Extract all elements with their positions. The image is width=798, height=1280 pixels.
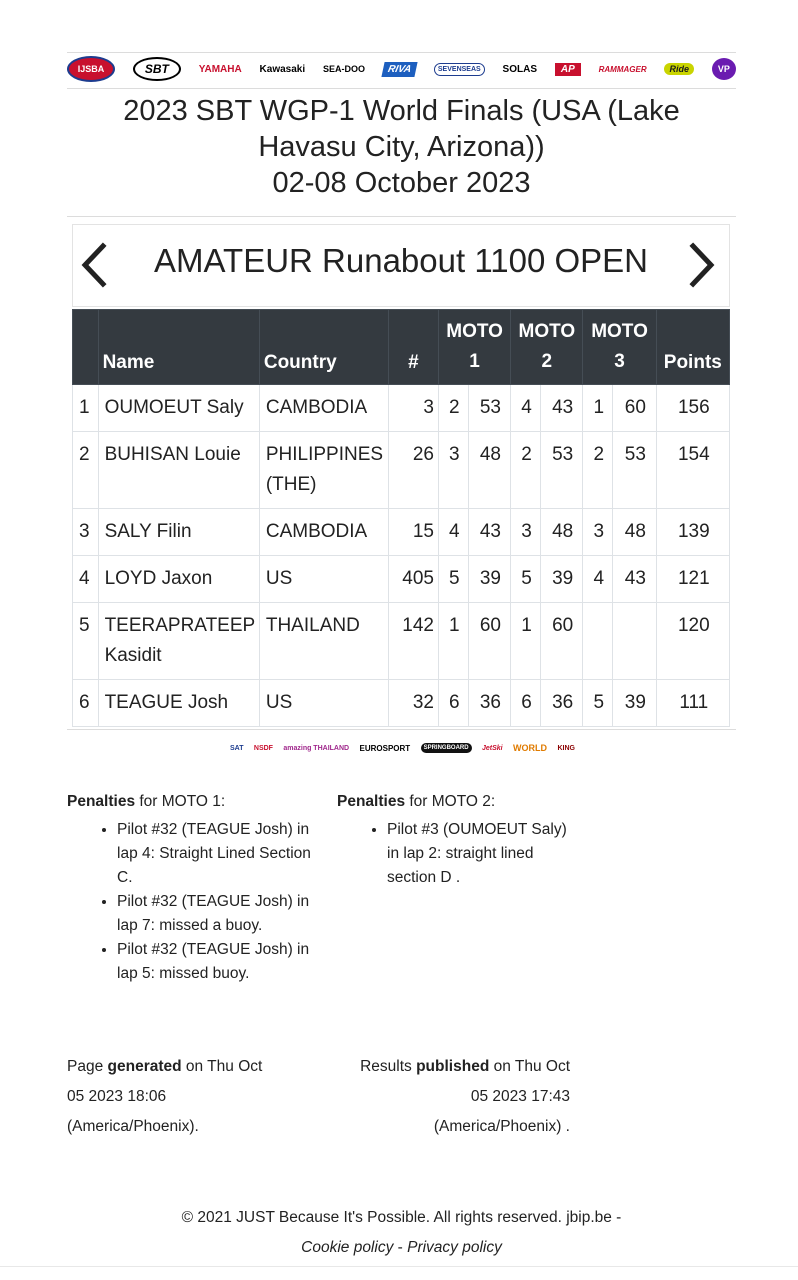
header-moto2-number: 2 bbox=[541, 351, 553, 372]
penalties-moto1-heading bbox=[67, 790, 327, 814]
table-header-row bbox=[73, 310, 730, 385]
generated-line1 bbox=[67, 1052, 327, 1082]
cell-moto2-score: 60 bbox=[540, 603, 583, 680]
title-divider bbox=[67, 216, 736, 217]
cell-moto1-score: 60 bbox=[468, 603, 511, 680]
header-moto1-number: 1 bbox=[469, 351, 480, 372]
table-row bbox=[73, 385, 730, 432]
cell-moto1-position: 5 bbox=[438, 556, 468, 603]
cell-position: 3 bbox=[73, 509, 99, 556]
cell-country: US bbox=[259, 556, 388, 603]
table-row bbox=[73, 680, 730, 727]
partner-logo-king: KING bbox=[557, 744, 575, 752]
generated-timezone: (America/Phoenix). bbox=[67, 1118, 199, 1135]
cell-number: 405 bbox=[388, 556, 438, 603]
cell-country: PHILIPPINES (THE) bbox=[259, 432, 388, 509]
cell-name: BUHISAN Louie bbox=[98, 432, 259, 509]
cell-points: 139 bbox=[656, 509, 729, 556]
chevron-right-icon[interactable] bbox=[679, 242, 719, 288]
penalties-moto1 bbox=[67, 790, 327, 986]
partner-logo-amazing-thailand: amazing THAILAND bbox=[283, 744, 350, 752]
published-timezone: (America/Phoenix) . bbox=[433, 1118, 570, 1135]
event-title-line1: 2023 SBT WGP-1 World Finals (USA (Lake bbox=[123, 95, 680, 127]
table-row bbox=[73, 603, 730, 680]
cell-number: 15 bbox=[388, 509, 438, 556]
cell-moto2-position: 6 bbox=[511, 680, 541, 727]
cell-moto1-position: 4 bbox=[438, 509, 468, 556]
sponsor-logo-yamaha: YAMAHA bbox=[198, 63, 242, 75]
cell-country: THAILAND bbox=[259, 603, 388, 680]
cell-points: 154 bbox=[656, 432, 729, 509]
sponsor-logo-ijsba: IJSBA bbox=[67, 56, 115, 82]
footer-copyright: © 2021 JUST Because It's Possible. All rights reserved. jbip.be - bbox=[181, 1209, 622, 1226]
generated-date: 05 2023 18:06 bbox=[67, 1088, 167, 1105]
header-name: Name bbox=[98, 310, 259, 385]
cell-position: 5 bbox=[73, 603, 99, 680]
cell-number: 26 bbox=[388, 432, 438, 509]
cell-points: 111 bbox=[656, 680, 729, 727]
sponsor-logo-riva: RIVA bbox=[381, 62, 417, 77]
cell-moto3-position: 4 bbox=[583, 556, 613, 603]
header-moto1 bbox=[438, 310, 510, 385]
header-number: # bbox=[388, 310, 438, 385]
penalty-item: • Pilot #32 (TEAGUE Josh) in lap 4: Straight Lined Section C. bbox=[117, 818, 327, 890]
cell-moto1-position: 6 bbox=[438, 680, 468, 727]
penalties-label: Penalties bbox=[67, 793, 136, 810]
published-bold: published bbox=[416, 1058, 490, 1075]
cell-points: 121 bbox=[656, 556, 729, 603]
header-position bbox=[73, 310, 99, 385]
cell-country: US bbox=[259, 680, 388, 727]
cell-moto2-position: 3 bbox=[511, 509, 541, 556]
penalty-item: • Pilot #3 (OUMOEUT Saly) in lap 2: straight lined section D . bbox=[387, 818, 577, 890]
cell-points: 156 bbox=[656, 385, 729, 432]
table-row bbox=[73, 432, 730, 509]
table-row bbox=[73, 509, 730, 556]
sponsor-logo-rammager: RAMMAGER bbox=[598, 64, 647, 74]
published-date: 05 2023 17:43 bbox=[470, 1088, 570, 1105]
bottom-divider bbox=[0, 1266, 798, 1267]
generated-pre: Page bbox=[67, 1058, 108, 1075]
partner-logo-sat: SAT bbox=[230, 744, 244, 752]
partner-logo-eurosport: EUROSPORT bbox=[359, 743, 411, 753]
partner-logo-world: WORLD bbox=[513, 743, 548, 753]
cell-moto1-score: 39 bbox=[468, 556, 511, 603]
sponsor-logo-ride: Ride bbox=[664, 63, 694, 75]
sponsor-logo-sbt: SBT bbox=[133, 57, 181, 81]
cell-country: CAMBODIA bbox=[259, 385, 388, 432]
cell-moto2-score: 36 bbox=[540, 680, 583, 727]
event-title bbox=[67, 93, 736, 201]
penalties-moto2-heading bbox=[337, 790, 577, 814]
cell-moto1-score: 48 bbox=[468, 432, 511, 509]
cell-number: 142 bbox=[388, 603, 438, 680]
cell-moto3-score: 53 bbox=[613, 432, 657, 509]
cell-moto3-score: 48 bbox=[613, 509, 657, 556]
cell-moto3-score: 39 bbox=[613, 680, 657, 727]
sponsor-logo-ap: AP bbox=[555, 63, 581, 76]
header-moto2-label: MOTO bbox=[518, 321, 576, 342]
cell-number: 3 bbox=[388, 385, 438, 432]
footer-links bbox=[67, 1233, 736, 1263]
cell-name: TEERAPRATEEP Kasidit bbox=[98, 603, 259, 680]
penalties-moto1-suffix: for MOTO 1: bbox=[135, 793, 226, 810]
cell-moto1-score: 53 bbox=[468, 385, 511, 432]
class-title: AMATEUR Runabout 1100 OPEN bbox=[153, 242, 648, 279]
cell-name: OUMOEUT Saly bbox=[98, 385, 259, 432]
cell-moto3-position: 2 bbox=[583, 432, 613, 509]
cell-moto2-score: 53 bbox=[540, 432, 583, 509]
cell-country: CAMBODIA bbox=[259, 509, 388, 556]
header-points: Points bbox=[656, 310, 729, 385]
cell-moto2-position: 1 bbox=[511, 603, 541, 680]
sponsor-logo-solas: SOLAS bbox=[502, 63, 537, 75]
penalty-item: • Pilot #32 (TEAGUE Josh) in lap 5: missed buoy. bbox=[117, 938, 327, 986]
results-published-info bbox=[330, 1052, 570, 1142]
cell-position: 4 bbox=[73, 556, 99, 603]
footer bbox=[67, 1203, 736, 1263]
penalties-moto1-list bbox=[67, 818, 327, 986]
generated-bold: generated bbox=[107, 1058, 182, 1075]
cell-moto2-position: 5 bbox=[511, 556, 541, 603]
cell-moto2-score: 39 bbox=[540, 556, 583, 603]
partner-logo-springboard: SPRINGBOARD bbox=[421, 743, 472, 753]
cell-moto3-position bbox=[583, 603, 613, 680]
cell-moto2-position: 4 bbox=[511, 385, 541, 432]
privacy-policy-link[interactable]: Privacy policy bbox=[407, 1239, 502, 1256]
cell-moto2-position: 2 bbox=[511, 432, 541, 509]
cell-moto3-position: 3 bbox=[583, 509, 613, 556]
cell-points: 120 bbox=[656, 603, 729, 680]
published-pre: Results bbox=[360, 1058, 417, 1075]
cell-moto3-position: 5 bbox=[583, 680, 613, 727]
cell-position: 1 bbox=[73, 385, 99, 432]
header-moto1-label: MOTO bbox=[446, 321, 503, 342]
header-moto3 bbox=[583, 310, 656, 385]
footer-link-separator: - bbox=[393, 1239, 408, 1256]
event-dates: 02-08 October 2023 bbox=[272, 167, 531, 199]
cell-moto1-score: 43 bbox=[468, 509, 511, 556]
cell-moto2-score: 43 bbox=[540, 385, 583, 432]
partner-logo-jetski: JetSki bbox=[482, 744, 503, 752]
penalties-label: Penalties bbox=[337, 793, 406, 810]
partners-divider bbox=[67, 729, 736, 730]
generated-line1-rest: on Thu Oct bbox=[181, 1058, 263, 1075]
sponsor-logo-vp: VP bbox=[712, 58, 736, 80]
cell-name: SALY Filin bbox=[98, 509, 259, 556]
cell-number: 32 bbox=[388, 680, 438, 727]
cell-moto3-score bbox=[613, 603, 657, 680]
cell-moto3-score: 43 bbox=[613, 556, 657, 603]
cell-position: 6 bbox=[73, 680, 99, 727]
penalties-moto2-suffix: for MOTO 2: bbox=[405, 793, 496, 810]
sponsor-logo-sevenseas: SEVENSEAS bbox=[434, 63, 485, 76]
sponsor-logo-seadoo: SEA-DOO bbox=[323, 64, 366, 74]
cell-moto2-score: 48 bbox=[540, 509, 583, 556]
table-row bbox=[73, 556, 730, 603]
penalties-moto2 bbox=[337, 790, 577, 890]
penalty-item: • Pilot #32 (TEAGUE Josh) in lap 7: missed a buoy. bbox=[117, 890, 327, 938]
header-moto3-label: MOTO bbox=[591, 321, 648, 342]
published-line1 bbox=[330, 1052, 570, 1082]
event-title-line2: Havasu City, Arizona)) bbox=[258, 131, 545, 163]
class-navigator bbox=[72, 224, 730, 307]
penalties-moto2-list bbox=[337, 818, 577, 890]
cell-moto1-position: 3 bbox=[438, 432, 468, 509]
cell-moto3-position: 1 bbox=[583, 385, 613, 432]
published-line1-rest: on Thu Oct bbox=[489, 1058, 570, 1075]
cookie-policy-link[interactable]: Cookie policy bbox=[301, 1239, 394, 1256]
sponsor-strip bbox=[67, 52, 736, 86]
cell-name: TEAGUE Josh bbox=[98, 680, 259, 727]
header-country: Country bbox=[259, 310, 388, 385]
cell-moto1-position: 2 bbox=[438, 385, 468, 432]
cell-moto3-score: 60 bbox=[613, 385, 657, 432]
header-moto2 bbox=[511, 310, 583, 385]
partner-logo-nsdf: NSDF bbox=[253, 744, 273, 752]
cell-moto1-score: 36 bbox=[468, 680, 511, 727]
cell-name: LOYD Jaxon bbox=[98, 556, 259, 603]
sponsor-logo-kawasaki: Kawasaki bbox=[259, 63, 306, 75]
header-moto3-number: 3 bbox=[614, 351, 625, 372]
partner-strip bbox=[230, 733, 575, 763]
results-table bbox=[72, 309, 730, 727]
sponsor-divider bbox=[67, 88, 736, 89]
page-generated-info bbox=[67, 1052, 327, 1142]
cell-moto1-position: 1 bbox=[438, 603, 468, 680]
cell-position: 2 bbox=[73, 432, 99, 509]
